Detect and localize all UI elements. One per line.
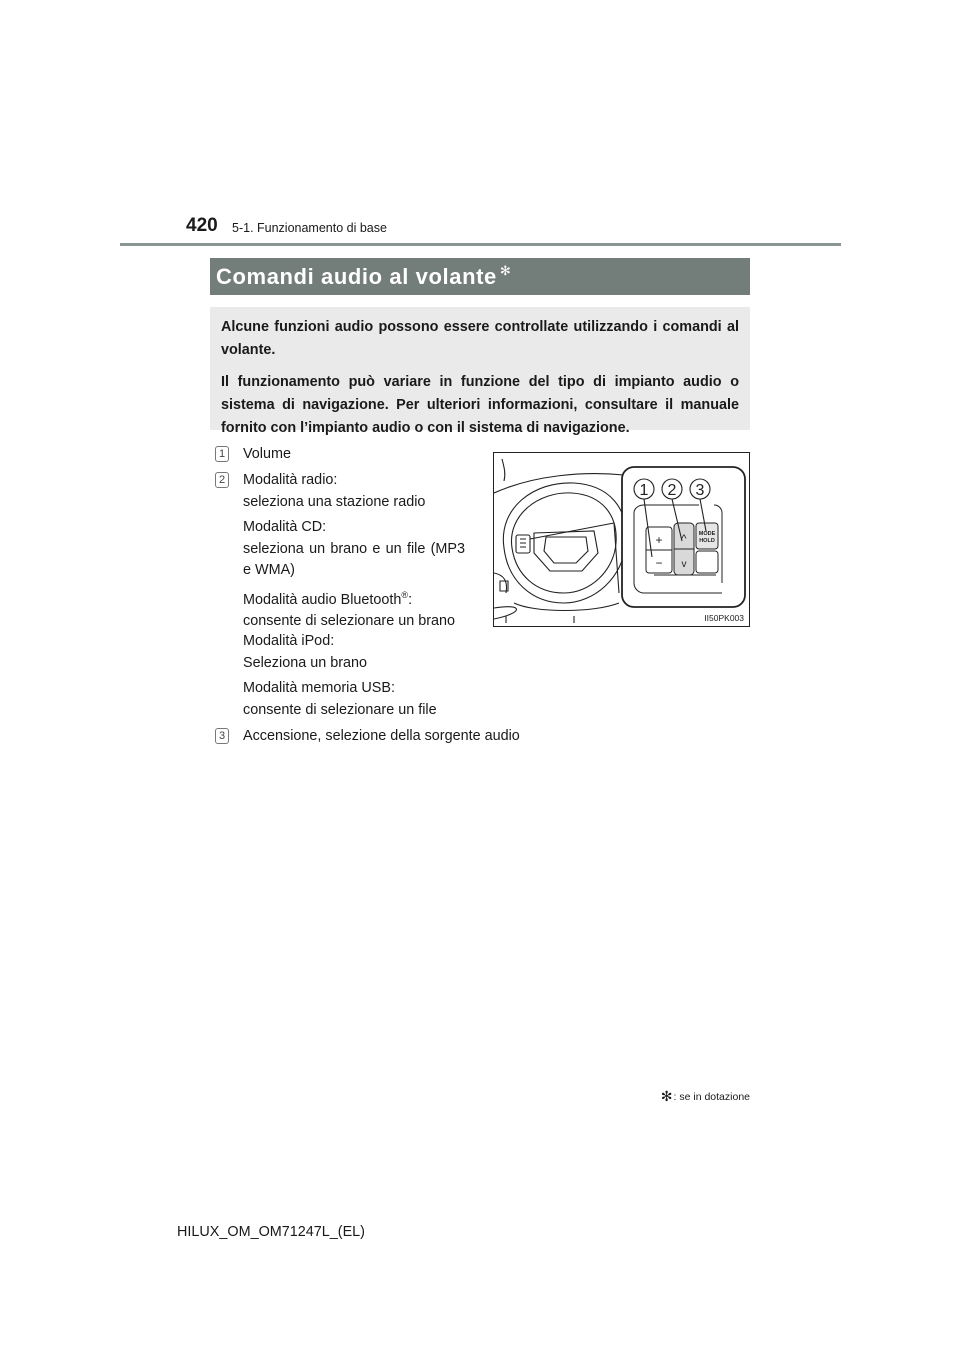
title-asterisk: ✻ <box>499 263 512 278</box>
figure-code: II50PK003 <box>704 613 744 623</box>
steering-wheel-figure <box>493 452 750 627</box>
radio-desc: seleziona una stazione radio <box>243 493 426 510</box>
volume-plus-label: + <box>655 533 663 547</box>
item-ipod <box>243 631 473 674</box>
callout-1-label: 1 <box>639 482 649 499</box>
header-rule <box>120 243 841 246</box>
item-cd <box>243 517 465 582</box>
footnote-text: : se in dotazione <box>673 1091 750 1103</box>
item-bluetooth <box>243 585 473 633</box>
item-badge-2: 2 <box>215 472 229 488</box>
footnote <box>661 1088 750 1105</box>
intro-para-1: Alcune funzioni audio possono essere controllate utilizzando i comandi al volante. <box>221 319 739 358</box>
item-usb <box>243 678 473 721</box>
ipod-desc: Seleziona un brano <box>243 654 368 671</box>
seek-up-label: ^ <box>681 533 687 545</box>
intro-box <box>210 307 750 436</box>
page-number: 420 <box>186 215 218 236</box>
bt-mode <box>243 585 473 611</box>
bt-reg: ® <box>401 590 409 600</box>
mode-label-line2: HOLD <box>699 538 715 544</box>
mode-label-line1: MODE <box>698 531 716 537</box>
title-text: Comandi audio al volante <box>216 264 497 289</box>
bt-desc: consente di selezionare un brano <box>243 613 456 630</box>
footer-code: HILUX_OM_OM71247L_(EL) <box>177 1224 365 1240</box>
section-label: 5-1. Funzionamento di base <box>232 221 387 235</box>
title-bar <box>210 258 750 295</box>
usb-mode: Modalità memoria USB: <box>243 680 395 696</box>
item-volume: Volume <box>243 446 291 462</box>
callout-3-label: 3 <box>695 482 705 499</box>
intro-para-2: Il funzionamento può variare in funzione del tipo di impianto audio o sistema di navigazione. Per ulteriori informazioni, consultare il manuale fornito con l’impianto audio o con il sistema di navigazione. <box>221 374 739 436</box>
cd-desc: seleziona un brano e un file (MP3 e WMA) <box>243 540 465 578</box>
volume-minus-label: − <box>655 556 663 570</box>
item-badge-1: 1 <box>215 446 229 462</box>
item-power: Accensione, selezione della sorgente audio <box>243 728 520 744</box>
item-radio <box>243 470 473 513</box>
footnote-star: ✻ <box>660 1088 673 1104</box>
item-badge-3: 3 <box>215 728 229 744</box>
bt-colon: : <box>408 591 413 608</box>
radio-mode: Modalità radio: <box>243 472 338 488</box>
cd-mode: Modalità CD: <box>243 519 327 535</box>
usb-desc: consente di selezionare un file <box>243 701 437 718</box>
steering-wheel-illustration <box>494 453 749 626</box>
bt-mode-text: Modalità audio Bluetooth <box>243 591 402 608</box>
seek-down-label: v <box>681 559 687 570</box>
ipod-mode: Modalità iPod: <box>243 633 335 649</box>
callout-2-label: 2 <box>667 482 677 499</box>
